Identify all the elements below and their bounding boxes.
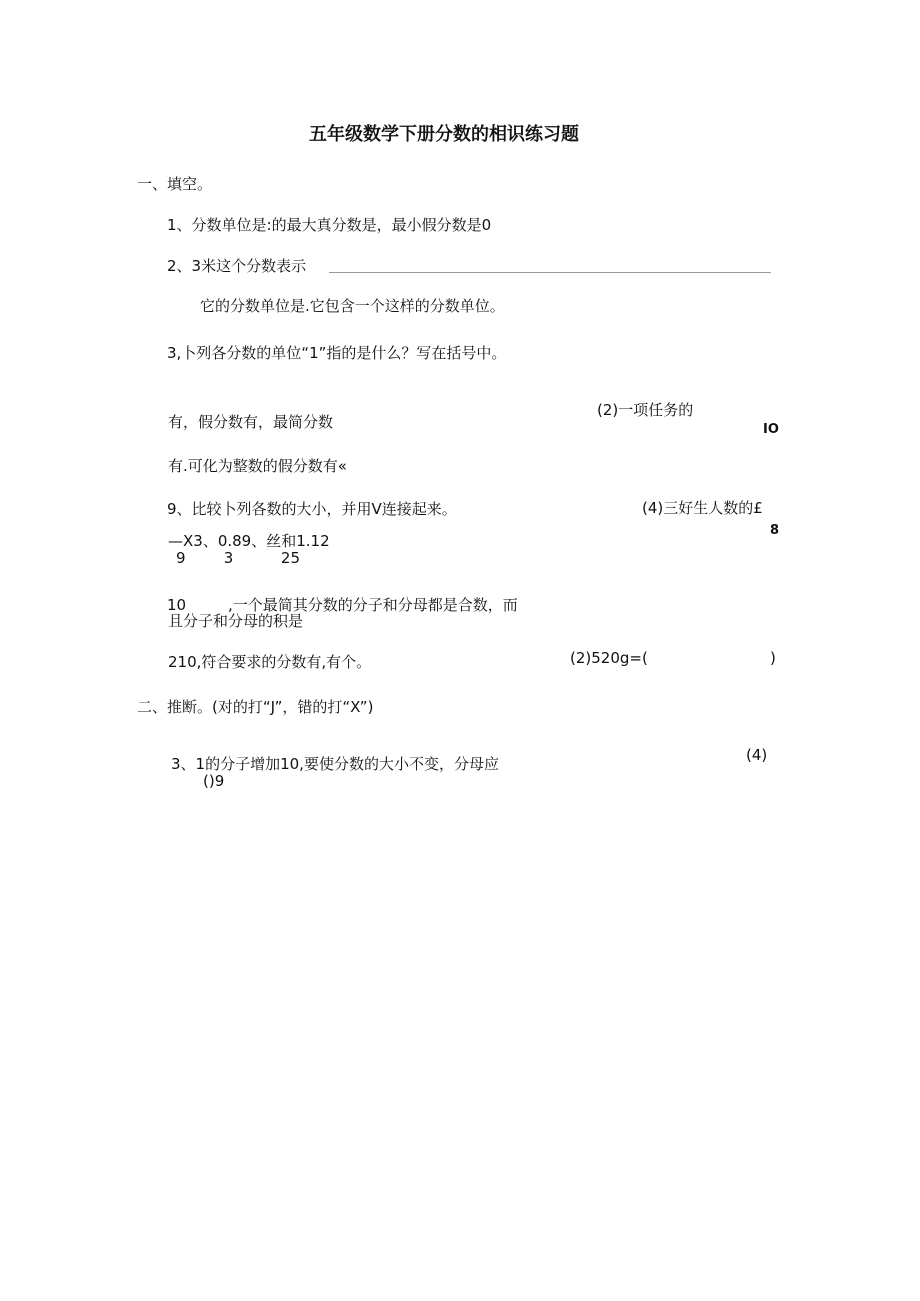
- answer-blank-line: [329, 272, 771, 273]
- question-10-text: ,一个最简其分数的分子和分母都是合数，而: [228, 596, 518, 614]
- fragment-improper-integer: 有.可化为整数的假分数有«: [168, 457, 347, 475]
- section-2-heading: 二、推断。(对的打“J”，错的打“X”): [137, 698, 374, 716]
- page-title: 五年级数学下册分数的相识练习题: [309, 124, 579, 145]
- conversion-2-close: ): [770, 649, 776, 667]
- fragment-have-improper: 有，假分数有，最简分数: [168, 413, 334, 431]
- question-3: 3,卜列各分数的单位“1”指的是什么？写在括号中。: [167, 344, 507, 362]
- question-10-line-2: 且分子和分母的积是: [168, 612, 304, 630]
- section-1-heading: 一、填空。: [137, 175, 213, 193]
- question-2-line-1: 2、3米这个分数表示: [167, 257, 307, 275]
- compare-numbers-bottom: 9 3 25: [176, 549, 300, 567]
- question-2-line-2: 它的分数单位是.它包含一个这样的分数单位。: [200, 297, 505, 315]
- question-10-line-3: 210,符合要求的分数有,有个。: [168, 653, 372, 671]
- conversion-2: (2)520g=(: [570, 649, 648, 667]
- fragment-8: 8: [770, 523, 780, 538]
- fragment-io: IO: [763, 422, 779, 437]
- question-9: 9、比较卜列各数的大小，并用V连接起来。: [167, 500, 457, 518]
- judge-mark-4: (4): [746, 746, 768, 764]
- question-10-number: 10: [167, 596, 187, 614]
- fragment-students: (4)三好生人数的£: [642, 499, 763, 517]
- fragment-task: (2)一项任务的: [597, 401, 694, 419]
- compare-numbers-top: —X3、0.89、丝和1.12: [168, 532, 330, 550]
- judge-question-3-sub: ()9: [203, 772, 225, 790]
- question-1: 1、分数单位是:的最大真分数是，最小假分数是0: [167, 216, 492, 234]
- judge-question-3: 3、1的分子增加10,要使分数的大小不变，分母应: [171, 755, 499, 773]
